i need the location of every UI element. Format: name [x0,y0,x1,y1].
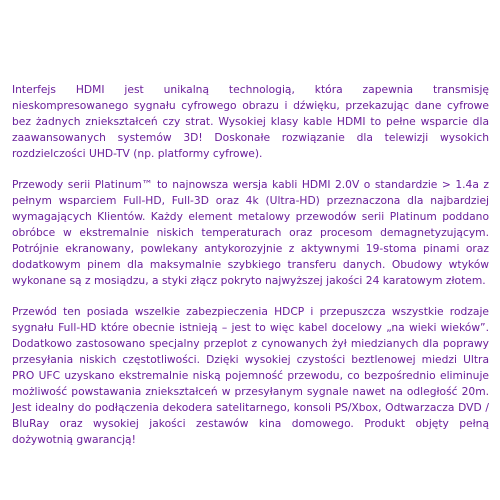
paragraph-hdcp-warranty: Przewód ten posiada wszelkie zabezpieczenia HDCP i przepuszcza wszystkie rodzaje sygnału Full-HD które obecnie istnieją – jest to więc kabel docelowy „na wieki wieków”. Dodatkowo zastosowano specjalny przeplot z cynowanych żył miedzianych dla poprawy przesyłania niskich częstotliwości. Dzięki wysokiej czystości beztlenowej miedzi Ultra PRO UFC uzyskano ekstremalnie niską pojemność przewodu, co bezpośrednio eliminuje możliwość powstawania zniekształceń w przesyłanym sygnale nawet na odległość 20m. Jest idealny do podłączenia dekodera satelitarnego, konsoli PS/Xbox, Odtwarzacza DVD / BluRay oraz wysokiej jakości zestawów kina domowego. Produkt objęty pełną dożywotnią gwarancją! [12,305,489,446]
paragraph-hdmi-intro: Interfejs HDMI jest unikalną technologią, która zapewnia transmisję nieskompresowanego sygnału cyfrowego obrazu i dźwięku, przekazując dane cyfrowe bez żadnych zniekształceń czy strat. Wysokiej klasy kable HDMI to pełne wsparcie dla zaawansowanych systemów 3D! Doskonałe rozwiązanie dla telewizji wysokich rozdzielczości UHD-TV (np. platformy cyfrowe). [12,83,489,160]
product-description [12,82,489,448]
paragraph-platinum-series: Przewody serii Platinum™ to najnowsza wersja kabli HDMI 2.0V o standardzie > 1.4a z pełnym wsparciem Full-HD, Full-3D oraz 4k (Ultra-HD) przeznaczona dla najbardziej wymagających Klientów. Każdy element metalowy przewodów serii Platinum poddano obróbce w ekstremalnie niskich temperaturach oraz procesom demagnetyzującym. Potrójnie ekranowany, powlekany antykorozyjnie z aktywnymi 19-stoma pinami oraz dodatkowym pinem dla maksymalnie szybkiego transferu danych. Obudowy wtyków wykonane są z mosiądzu, a styki złącz pokryto najwyższej jakości 24 karatowym złotem. [12,178,489,287]
